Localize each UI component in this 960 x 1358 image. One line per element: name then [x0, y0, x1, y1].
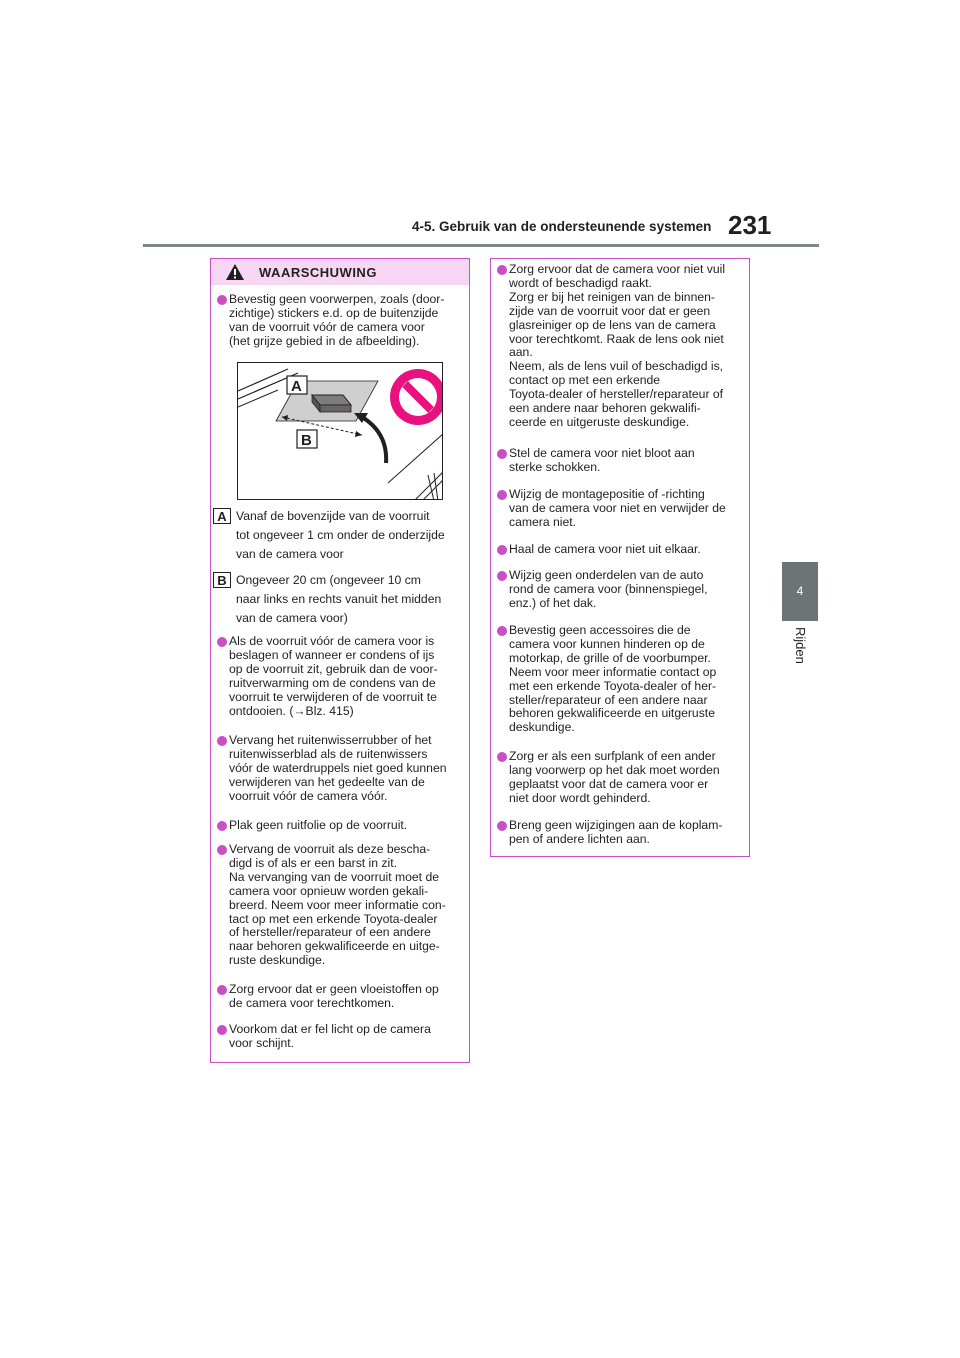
- bullet-text: Zorg ervoor dat de camera voor niet vuil wordt of beschadigd raakt. Zorg er bij het reinigen van de binnen- zijde van de voorruit voor dat er geen glasreiniger op de lens van de camera voor terechtkomt. Raak de lens ook niet aan. Neem, als de lens vuil of beschadigd is, contact op met een erkende Toyota-dealer of hersteller/reparateur of een andere naar behoren gekwalifi- ceerde en uitgeruste deskundige.: [509, 262, 726, 429]
- legend-letter-b: B: [213, 572, 231, 588]
- legend-text-b: Ongeveer 20 cm (ongeveer 10 cm naar links en rechts vanuit het midden van de camera voor): [236, 573, 442, 625]
- list-item: [497, 624, 743, 735]
- bullet-text: Stel de camera voor niet bloot aan sterke schokken.: [509, 446, 695, 474]
- camera-area-figure: [237, 362, 443, 500]
- bullet-dot-icon: [217, 295, 227, 305]
- section-title: 4-5. Gebruik van de ondersteunende systemen: [412, 219, 712, 234]
- legend-letter-a: A: [213, 508, 231, 524]
- legend-item-b: [213, 571, 463, 628]
- bullet-text: Zorg ervoor dat er geen vloeistoffen op de camera voor terechtkomen.: [229, 982, 439, 1010]
- list-item: [497, 488, 743, 530]
- list-item: [497, 263, 743, 430]
- bullet-dot-icon: [497, 490, 507, 500]
- list-item: [497, 750, 743, 806]
- bullet-text: Zorg er als een surfplank of een ander lang voorwerp op het dak moet worden geplaatst voor dat de camera voor er niet door wordt gehinderd.: [509, 749, 720, 805]
- list-item: [217, 293, 463, 349]
- list-item: [497, 447, 743, 475]
- list-item: [217, 843, 463, 968]
- bullet-text: Breng geen wijzigingen aan de koplam- pen of andere lichten aan.: [509, 818, 723, 846]
- bullet-dot-icon: [217, 637, 227, 647]
- legend-item-a: [213, 507, 463, 564]
- list-item: [497, 543, 743, 557]
- bullet-dot-icon: [497, 821, 507, 831]
- bullet-text: Als de voorruit vóór de camera voor is beslagen of wanneer er condens of ijs op de voorruit zit, gebruik dan de voor- ruitverwarming om de condens van de voorruit te verwijderen of de voorruit te ontdooien. (→Blz. 415): [229, 634, 438, 718]
- warning-title: WAARSCHUWING: [259, 265, 377, 280]
- list-item: [217, 819, 463, 833]
- list-item: [217, 1023, 463, 1051]
- bullet-text: Wijzig geen onderdelen van de auto rond de camera voor (binnenspiegel, enz.) of het dak.: [509, 568, 708, 610]
- windshield-illustration: [238, 363, 443, 500]
- bullet-dot-icon: [497, 545, 507, 555]
- warning-box-left: [210, 258, 470, 1063]
- chapter-label: Rijden: [793, 627, 808, 664]
- list-item: [497, 819, 743, 847]
- list-item: [217, 635, 463, 718]
- bullet-dot-icon: [217, 736, 227, 746]
- bullet-text: Wijzig de montagepositie of -richting van de camera voor niet en verwijder de camera niet.: [509, 487, 726, 529]
- bullet-text: Haal de camera voor niet uit elkaar.: [509, 542, 701, 556]
- bullet-text: Vervang het ruitenwisserrubber of het ruitenwisserblad als de ruitenwissers vóór de waterdruppels niet goed kunnen verwijderen van het gedeelte van de voorruit vóór de camera vóór.: [229, 733, 447, 803]
- bullet-dot-icon: [217, 1025, 227, 1035]
- legend-text-a: Vanaf de bovenzijde van de voorruit tot ongeveer 1 cm onder de onderzijde van de camera voor: [236, 509, 445, 561]
- list-item: [217, 983, 463, 1011]
- page-number: 231: [728, 210, 772, 240]
- figure-label-b: B: [301, 432, 312, 449]
- list-item: [497, 569, 743, 611]
- bullet-dot-icon: [217, 821, 227, 831]
- bullet-dot-icon: [217, 985, 227, 995]
- bullet-dot-icon: [217, 845, 227, 855]
- bullet-text: Bevestig geen accessoires die de camera voor kunnen hinderen op de motorkap, de grille of de voorbumper. Neem voor meer informatie contact op met een erkende Toyota-dealer of her- steller/reparateur of een andere naar behoren gekwalificeerde en uitgeruste deskundige.: [509, 623, 717, 735]
- warning-box-right: [490, 258, 750, 857]
- warning-triangle-icon: [225, 263, 245, 281]
- bullet-dot-icon: [497, 752, 507, 762]
- bullet-text: Vervang de voorruit als deze bescha- digd is of als er een barst in zit. Na vervanging van de voorruit moet de camera voor opnieuw worden gekali- breerd. Neem voor meer informatie con- tact op met een erkende Toyota-dealer of hersteller/reparateur of een andere naar behoren gekwalificeerde en uitge- ruste deskundige.: [229, 842, 446, 968]
- bullet-dot-icon: [497, 626, 507, 636]
- bullet-dot-icon: [497, 265, 507, 275]
- bullet-text: Plak geen ruitfolie op de voorruit.: [229, 818, 408, 832]
- bullet-dot-icon: [497, 449, 507, 459]
- warning-header: [211, 259, 469, 285]
- figure-label-a: A: [291, 378, 302, 395]
- bullet-text: Bevestig geen voorwerpen, zoals (door- zichtige) stickers e.d. op de buitenzijde van de voorruit vóór de camera voor (het grijze gebied in de afbeelding).: [229, 292, 445, 348]
- header-rule: [143, 244, 819, 247]
- list-item: [217, 734, 463, 804]
- chapter-tab: 4: [782, 562, 818, 621]
- bullet-text: Voorkom dat er fel licht op de camera voor schijnt.: [229, 1022, 431, 1050]
- bullet-dot-icon: [497, 571, 507, 581]
